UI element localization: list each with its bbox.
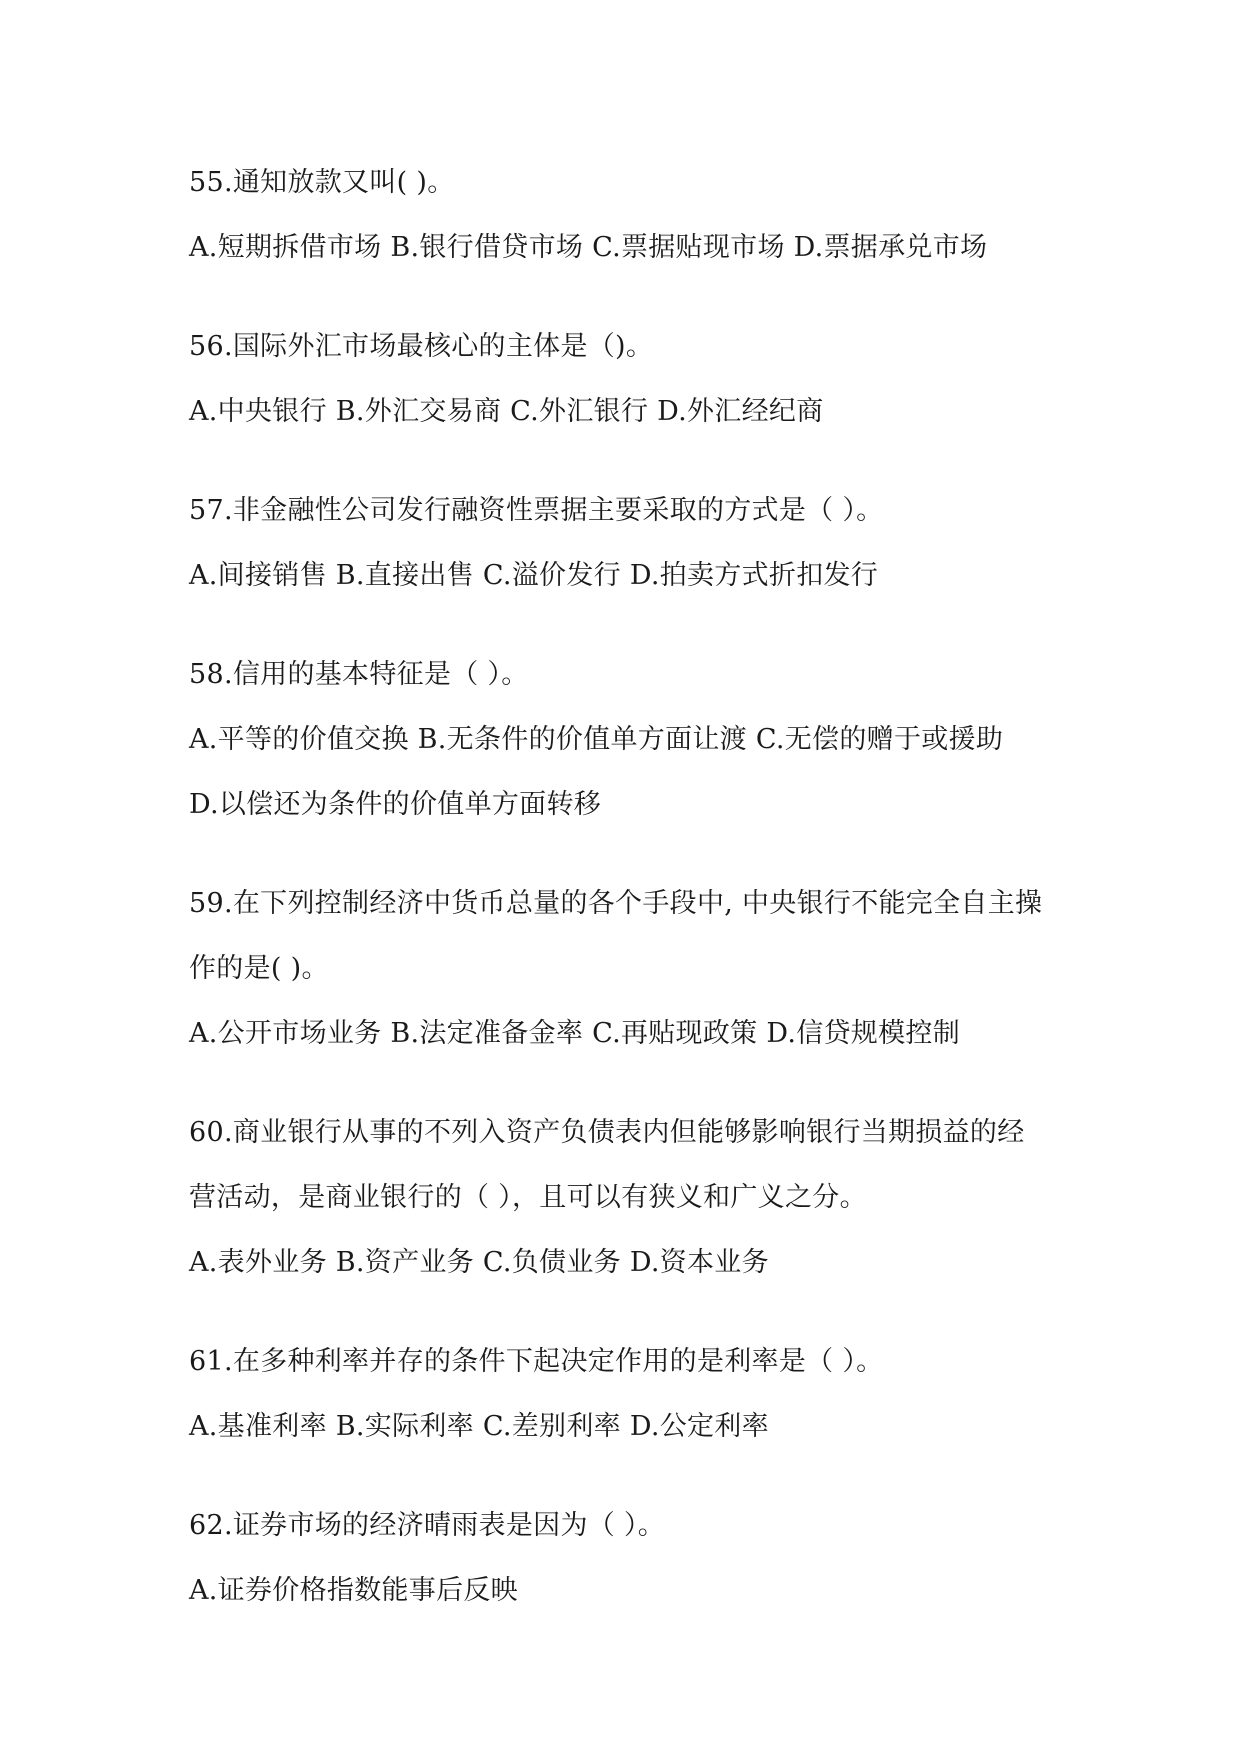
question-options: A.短期拆借市场 B.银行借贷市场 C.票据贴现市场 D.票据承兑市场 (189, 232, 988, 263)
question-list (189, 150, 1069, 1657)
question-56 (189, 314, 1069, 444)
question-stem: 59.在下列控制经济中货币总量的各个手段中, 中央银行不能完全自主操 (189, 888, 1043, 919)
question-stem: 56.国际外汇市场最核心的主体是（)。 (189, 331, 654, 362)
question-stem-continued: 营活动，是商业银行的（ ），且可以有狭义和广义之分。 (189, 1182, 867, 1213)
question-55 (189, 150, 1069, 280)
question-stem: 58.信用的基本特征是（ ）。 (189, 659, 529, 690)
question-stem: 57.非金融性公司发行融资性票据主要采取的方式是（ ）。 (189, 495, 884, 526)
question-options: A.间接销售 B.直接出售 C.溢价发行 D.拍卖方式折扣发行 (189, 560, 879, 591)
question-options: A.中央银行 B.外汇交易商 C.外汇银行 D.外汇经纪商 (189, 396, 824, 427)
question-stem: 60.商业银行从事的不列入资产负债表内但能够影响银行当期损益的经 (189, 1117, 1025, 1148)
question-options-continued: D.以偿还为条件的价值单方面转移 (189, 789, 602, 820)
question-options: A.证券价格指数能事后反映 (189, 1575, 518, 1606)
question-57 (189, 478, 1069, 608)
question-58 (189, 642, 1069, 837)
question-options: A.平等的价值交换 B.无条件的价值单方面让渡 C.无偿的赠于或援助 (189, 724, 1004, 755)
question-60 (189, 1100, 1069, 1295)
question-options: A.表外业务 B.资产业务 C.负债业务 D.资本业务 (189, 1247, 769, 1278)
question-options: A.基准利率 B.实际利率 C.差别利率 D.公定利率 (189, 1411, 769, 1442)
question-stem: 61.在多种利率并存的条件下起决定作用的是利率是（ ）。 (189, 1346, 884, 1377)
question-62 (189, 1493, 1069, 1623)
question-stem: 62.证券市场的经济晴雨表是因为（ ）。 (189, 1510, 666, 1541)
question-options: A.公开市场业务 B.法定准备金率 C.再贴现政策 D.信贷规模控制 (189, 1018, 960, 1049)
question-59 (189, 871, 1069, 1066)
question-stem: 55.通知放款又叫( )。 (189, 167, 455, 198)
question-stem-continued: 作的是( )。 (189, 953, 329, 984)
question-61 (189, 1329, 1069, 1459)
